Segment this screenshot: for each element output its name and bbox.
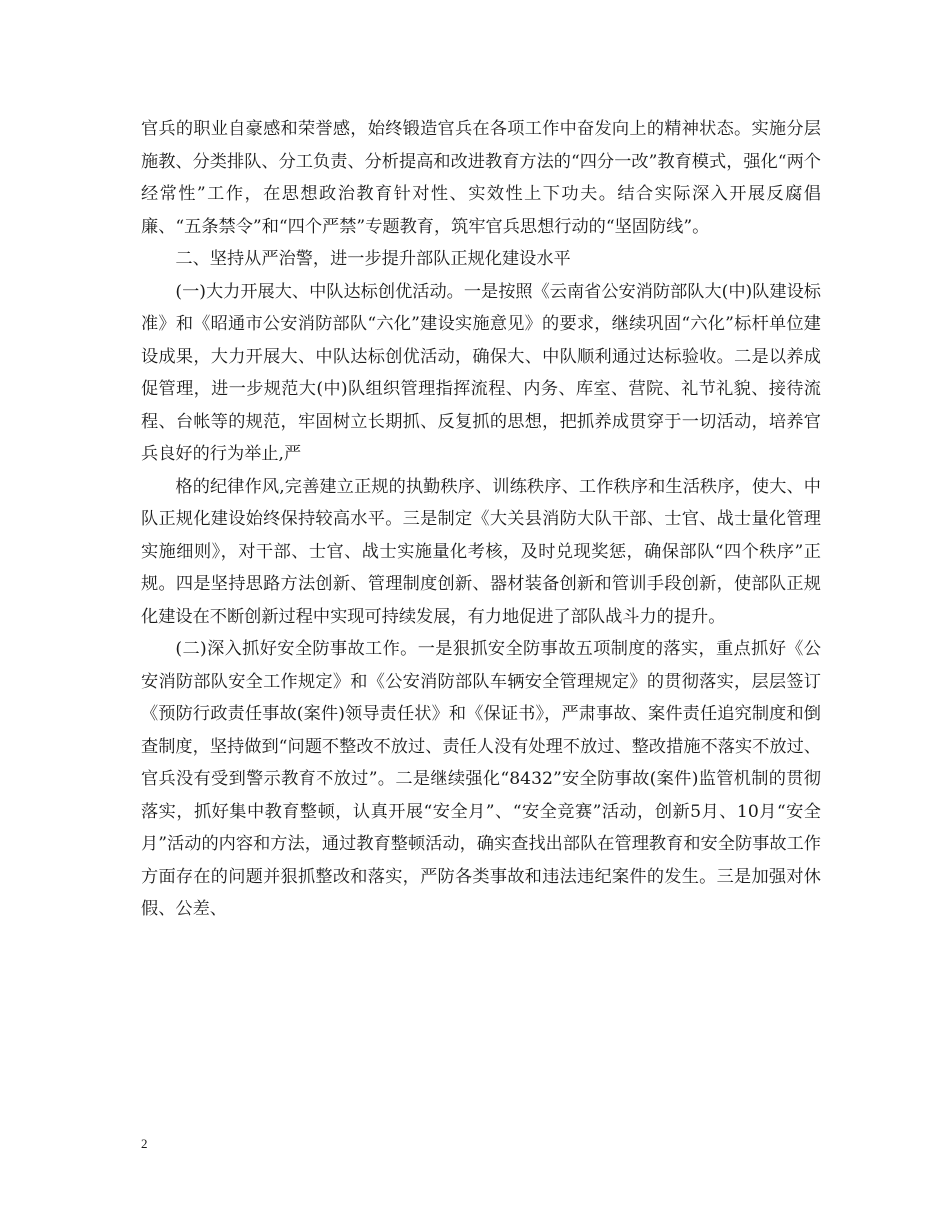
paragraph-safety: (二)深入抓好安全防事故工作。一是狠抓安全防事故五项制度的落实，重点抓好《公安消防部队安全工作规定》和《公安消防部队车辆安全管理规定》的贯彻落实，层层签订《预防行政责任事故(案件)领导责任状》和《保证书》，严肃事故、案件责任追究制度和倒查制度，坚持做到“问题不整改不放过、责任人没有处理不放过、整改措施不落实不放过、官兵没有受到警示教育不放过”。二是继续强化“8432”安全防事故(案件)监管机制的贯彻落实，抓好集中教育整顿，认真开展“安全月”、“安全竞赛”活动，创新5月、10月“安全月”活动的内容和方法，通过教育整顿活动，确实查找出部队在管理教育和安全防事故工作方面存在的问题并狠抓整改和落实，严防各类事故和违法违纪案件的发生。三是加强对休假、公差、 [141, 639, 821, 919]
document-body [141, 113, 821, 926]
section-heading: 二、坚持从严治警，进一步提升部队正规化建设水平 [175, 249, 571, 269]
paragraph-standards: (一)大力开展大、中队达标创优活动。一是按照《云南省公安消防部队大(中)队建设标准》和《昭通市公安消防部队“六化”建设实施意见》的要求，继续巩固“六化”标杆单位建设成果，大力开展大、中队达标创优活动，确保大、中队顺利通过达标验收。二是以养成促管理，进一步规范大(中)队组织管理指挥流程、内务、库室、营院、礼节礼貌、接待流程、台帐等的规范，牢固树立长期抓、反复抓的思想，把抓养成贯穿于一切活动，培养官兵良好的行为举止,严 [141, 281, 821, 464]
paragraph-discipline: 格的纪律作风,完善建立正规的执勤秩序、训练秩序、工作秩序和生活秩序，使大、中队正规化建设始终保持较高水平。三是制定《大关县消防大队干部、士官、战士量化管理实施细则》，对干部、士官、战士实施量化考核，及时兑现奖惩，确保部队“四个秩序”正规。四是坚持思路方法创新、管理制度创新、器材装备创新和管训手段创新，使部队正规化建设在不断创新过程中实现可持续发展，有力地促进了部队战斗力的提升。 [141, 476, 821, 627]
page-number: 2 [141, 1136, 148, 1151]
paragraph-continuation: 官兵的职业自豪感和荣誉感，始终锻造官兵在各项工作中奋发向上的精神状态。实施分层施教、分类排队、分工负责、分析提高和改进教育方法的“四分一改”教育模式，强化“两个经常性”工作，在思想政治教育针对性、实效性上下功夫。结合实际深入开展反腐倡廉、“五条禁令”和“四个严禁”专题教育，筑牢官兵思想行动的“坚固防线”。 [141, 119, 821, 237]
